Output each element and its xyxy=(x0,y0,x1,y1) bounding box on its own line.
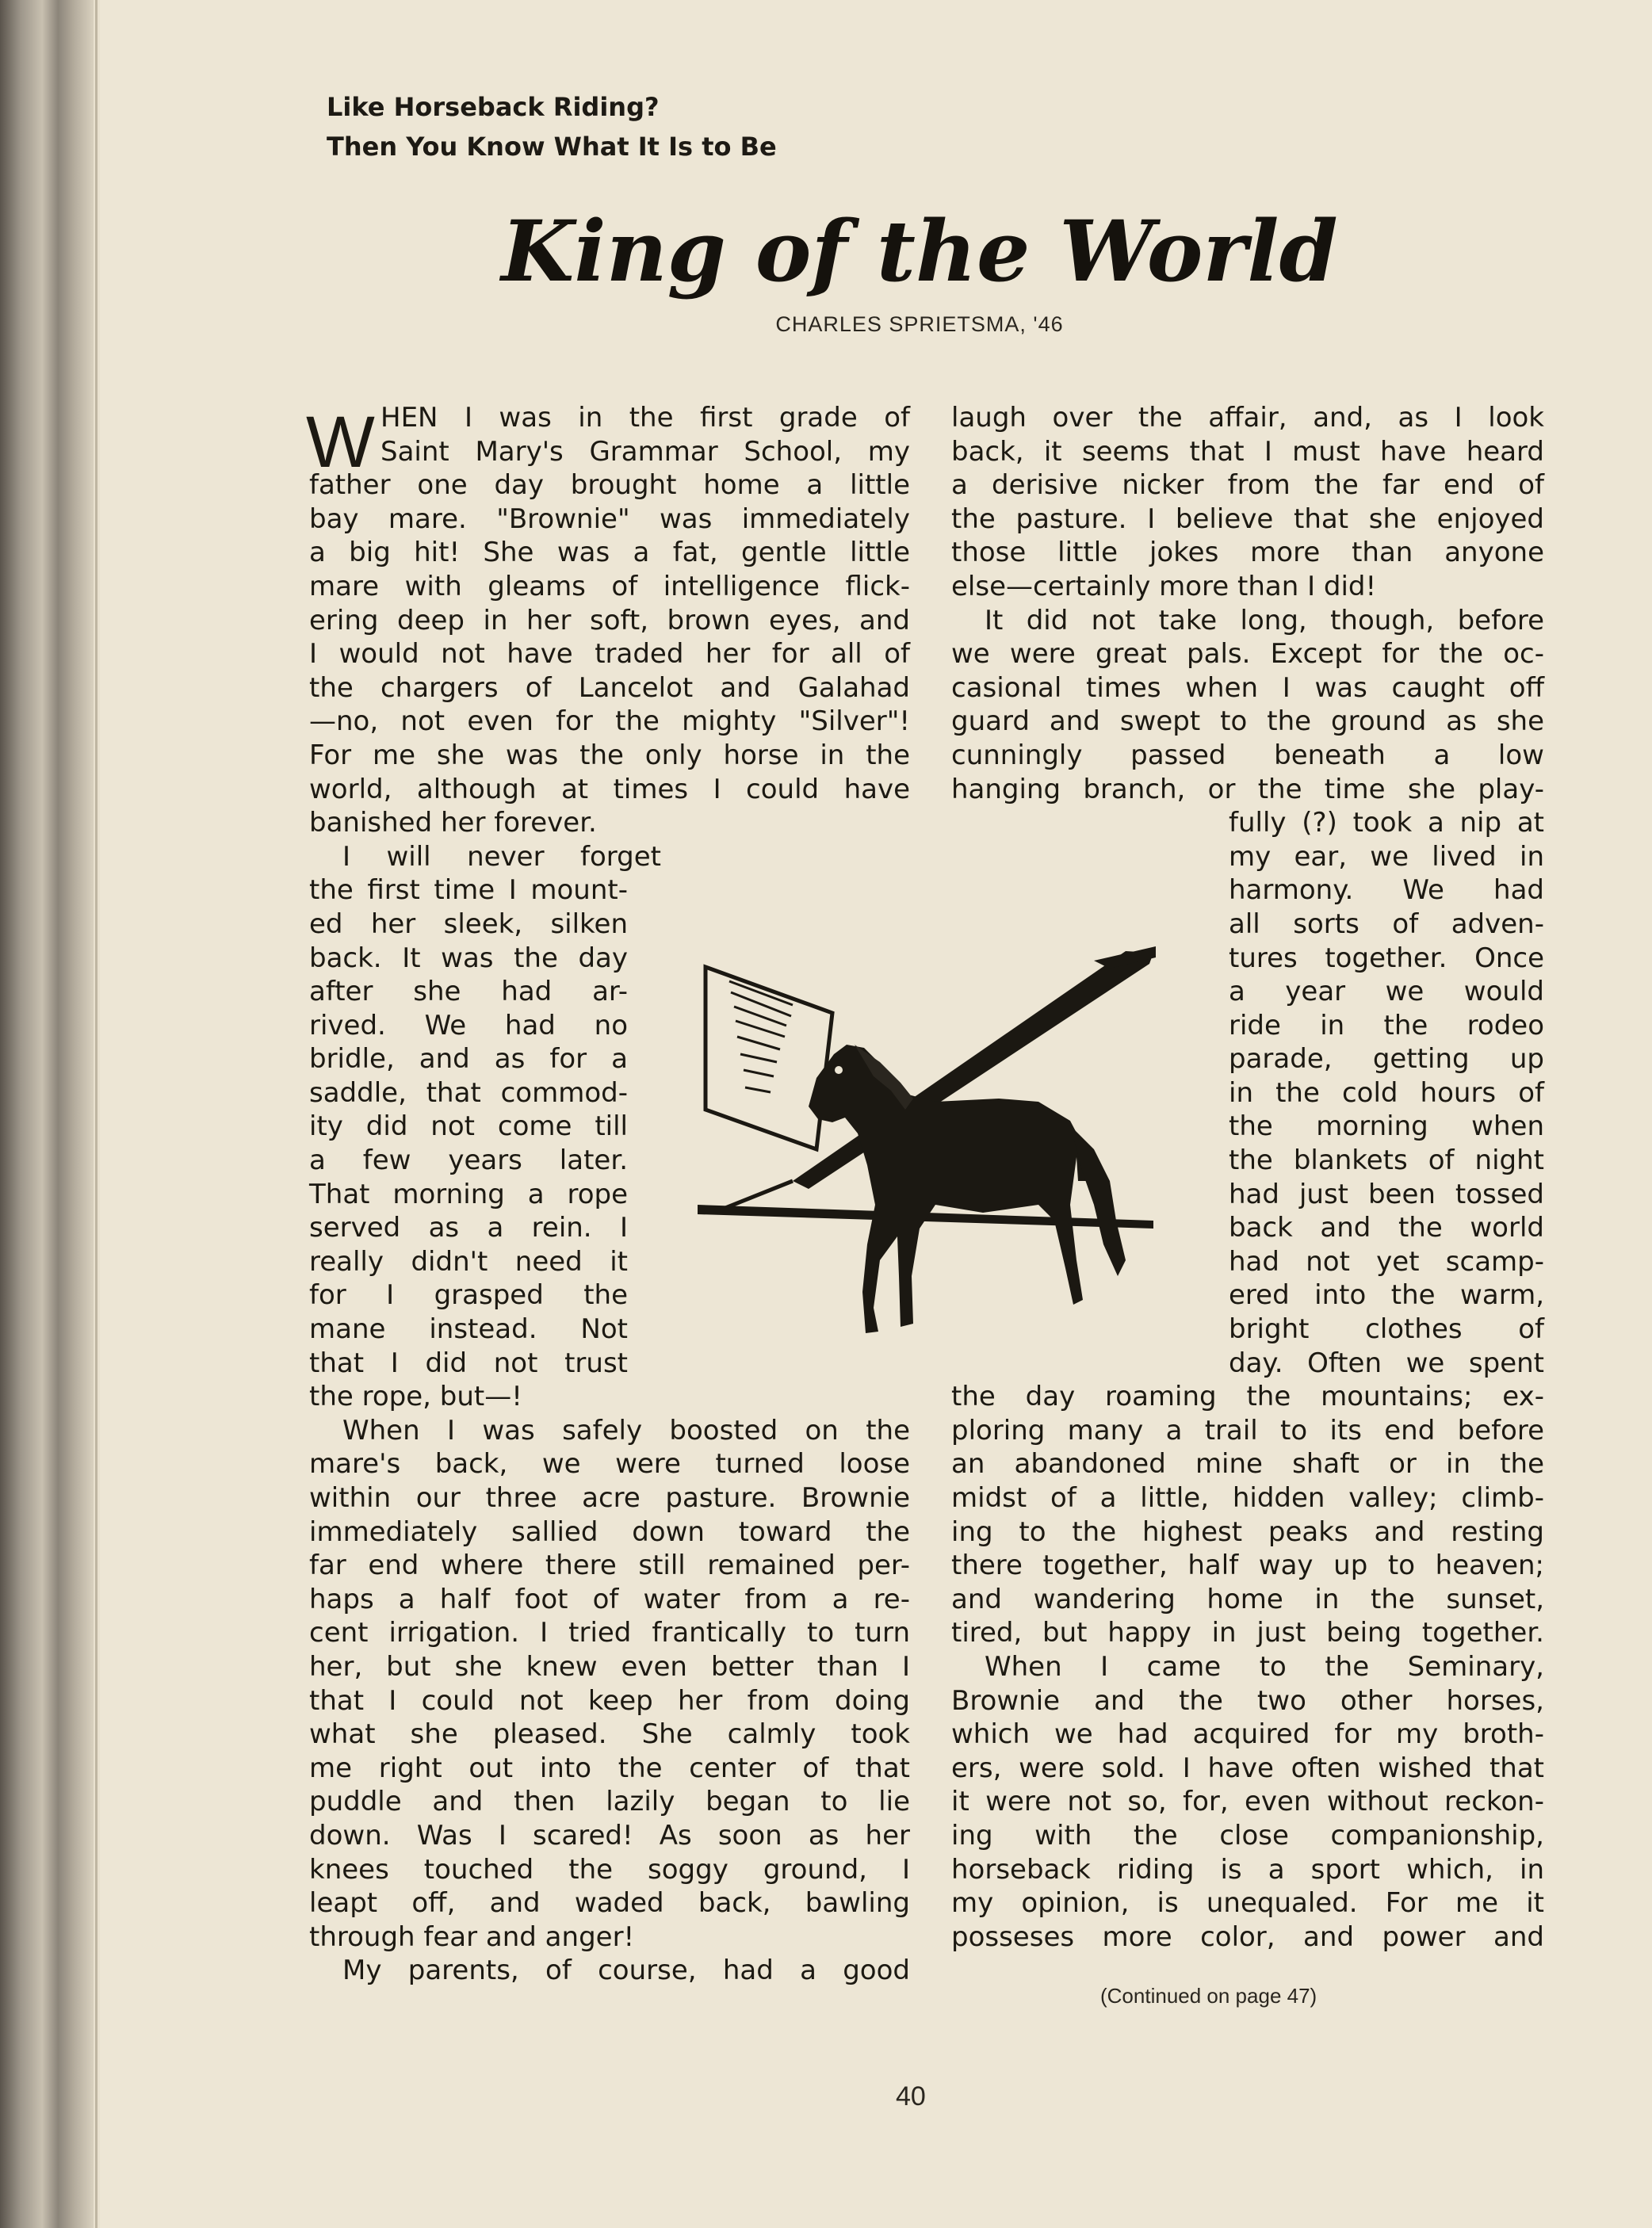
text-line: within our three acre pasture. Brownie xyxy=(309,1482,910,1514)
text-line: the chargers of Lancelot and Galahad xyxy=(309,671,910,704)
text-line: ing to the highest peaks and resting xyxy=(951,1515,1544,1548)
text-line: banished her forever. xyxy=(309,807,597,839)
text-line: saddle, that commod- xyxy=(309,1076,628,1109)
text-line: horseback riding is a sport which, in xyxy=(951,1853,1544,1886)
text-line: through fear and anger! xyxy=(309,1920,635,1953)
text-line: and wandering home in the sunset, xyxy=(951,1583,1544,1615)
text-line: fully (?) took a nip at xyxy=(1229,807,1544,839)
text-line: ers, were sold. I have often wished that xyxy=(951,1752,1544,1784)
text-line: tures together. Once xyxy=(1229,942,1544,974)
text-line: mane instead. Not xyxy=(309,1313,628,1346)
text-line: bay mare. "Brownie" was immediately xyxy=(309,503,910,535)
text-line: really didn't need it xyxy=(309,1245,628,1278)
text-line: the blankets of night xyxy=(1229,1145,1544,1177)
text-line: a big hit! She was a fat, gentle little xyxy=(309,537,910,569)
text-line: That morning a rope xyxy=(309,1178,628,1210)
text-line: ploring many a trail to its end before xyxy=(951,1414,1544,1446)
kicker-line-1: Like Horseback Riding? xyxy=(327,92,660,122)
text-line: My parents, of course, had a good xyxy=(342,1955,910,1987)
text-line: a few years later. xyxy=(309,1145,628,1177)
text-line: that I could not keep her from doing xyxy=(309,1684,910,1717)
text-line: laugh over the affair, and, as I look xyxy=(951,402,1544,434)
text-line: cunningly passed beneath a low xyxy=(951,739,1544,771)
text-line: which we had acquired for my broth- xyxy=(951,1718,1544,1751)
text-line: an abandoned mine shaft or in the xyxy=(951,1448,1544,1481)
text-line: the day roaming the mountains; ex- xyxy=(951,1381,1544,1413)
text-line: day. Often we spent xyxy=(1229,1347,1544,1379)
text-line: the rope, but—! xyxy=(309,1381,522,1413)
text-line: HEN I was in the first grade of xyxy=(380,402,910,434)
text-line: ride in the rodeo xyxy=(1229,1009,1544,1041)
text-line: When I was safely boosted on the xyxy=(342,1414,910,1446)
text-line: leapt off, and waded back, bawling xyxy=(309,1887,910,1920)
text-line: knees touched the soggy ground, I xyxy=(309,1853,910,1886)
text-line: back, it seems that I must have heard xyxy=(951,435,1544,468)
article-kicker xyxy=(327,87,1040,166)
text-line: For me she was the only horse in the xyxy=(309,739,910,771)
drop-cap: W xyxy=(306,402,375,483)
text-line: world, although at times I could have xyxy=(309,773,910,805)
text-line: there together, half way up to heaven; xyxy=(951,1550,1544,1582)
text-line: ed her sleek, silken xyxy=(309,908,628,940)
text-line: those little jokes more than anyone xyxy=(951,537,1544,569)
text-line: me right out into the center of that xyxy=(309,1752,910,1784)
horse-icon xyxy=(809,1045,1126,1333)
text-line: I would not have traded her for all of xyxy=(309,638,910,671)
text-line: tired, but happy in just being together. xyxy=(951,1617,1544,1649)
text-line: after she had ar- xyxy=(309,976,628,1008)
text-line: that I did not trust xyxy=(309,1347,628,1379)
text-line: far end where there still remained per- xyxy=(309,1550,910,1582)
text-line: in the cold hours of xyxy=(1229,1076,1544,1109)
text-line: casional times when I was caught off xyxy=(951,671,1544,704)
text-line: mare's back, we were turned loose xyxy=(309,1448,910,1481)
horse-woodcut-illustration xyxy=(698,943,1157,1363)
text-line: cent irrigation. I tried frantically to turn xyxy=(309,1617,910,1649)
text-line: bridle, and as for a xyxy=(309,1043,628,1076)
text-line: my ear, we lived in xyxy=(1229,840,1544,873)
text-line: It did not take long, though, before xyxy=(985,604,1544,636)
text-line: it were not so, for, even without reckon- xyxy=(951,1786,1544,1818)
text-line: had not yet scamp- xyxy=(1229,1245,1544,1278)
text-line: ering deep in her soft, brown eyes, and xyxy=(309,604,910,636)
text-line: ing with the close companionship, xyxy=(951,1819,1544,1852)
text-line: posseses more color, and power and xyxy=(951,1920,1544,1953)
text-line: ered into the warm, xyxy=(1229,1279,1544,1312)
text-line: ity did not come till xyxy=(309,1110,628,1143)
text-line: bright clothes of xyxy=(1229,1313,1544,1346)
text-line: I will never forget xyxy=(342,840,661,873)
text-line: served as a rein. I xyxy=(309,1212,628,1244)
text-line: a year we would xyxy=(1229,976,1544,1008)
text-line: guard and swept to the ground as she xyxy=(951,705,1544,738)
text-line: midst of a little, hidden valley; climb- xyxy=(951,1482,1544,1514)
text-line: back and the world xyxy=(1229,1212,1544,1244)
text-line: else—certainly more than I did! xyxy=(951,570,1377,602)
text-line: back. It was the day xyxy=(309,942,628,974)
text-line: puddle and then lazily began to lie xyxy=(309,1786,910,1818)
article-byline: CHARLES SPRIETSMA, '46 xyxy=(775,312,1064,336)
text-line: immediately sallied down toward the xyxy=(309,1515,910,1548)
continued-note: (Continued on page 47) xyxy=(1100,1984,1317,2008)
text-line: hanging branch, or the time she play- xyxy=(951,773,1544,805)
text-line: rived. We had no xyxy=(309,1009,628,1041)
kicker-line-2: Then You Know What It Is to Be xyxy=(327,132,777,162)
page-number: 40 xyxy=(896,2081,926,2111)
text-line: haps a half foot of water from a re- xyxy=(309,1583,910,1615)
text-line: a derisive nicker from the far end of xyxy=(951,469,1544,502)
text-line: what she pleased. She calmly took xyxy=(309,1718,910,1751)
text-line: her, but she knew even better than I xyxy=(309,1650,910,1683)
text-line: Brownie and the two other horses, xyxy=(951,1684,1544,1717)
text-line: all sorts of adven- xyxy=(1229,908,1544,940)
text-line: When I came to the Seminary, xyxy=(985,1650,1544,1683)
text-line: Saint Mary's Grammar School, my xyxy=(380,435,910,468)
text-line: harmony. We had xyxy=(1229,874,1544,907)
text-line: mare with gleams of intelligence flick- xyxy=(309,570,910,602)
text-line: for I grasped the xyxy=(309,1279,628,1312)
article-title: King of the World xyxy=(501,201,1338,300)
text-line: the pasture. I believe that she enjoyed xyxy=(951,503,1544,535)
text-line: father one day brought home a little xyxy=(309,469,910,502)
text-line: down. Was I scared! As soon as her xyxy=(309,1819,910,1852)
text-line: we were great pals. Except for the oc- xyxy=(951,638,1544,671)
text-line: my opinion, is unequaled. For me it xyxy=(951,1887,1544,1920)
text-line: the morning when xyxy=(1229,1110,1544,1143)
book-binding-edge xyxy=(0,0,94,2228)
text-line: the first time I mount- xyxy=(309,874,628,907)
text-line: —no, not even for the mighty "Silver"! xyxy=(309,705,910,738)
text-line: parade, getting up xyxy=(1229,1043,1544,1076)
text-line: had just been tossed xyxy=(1229,1178,1544,1210)
page-gutter-line xyxy=(95,0,98,2228)
